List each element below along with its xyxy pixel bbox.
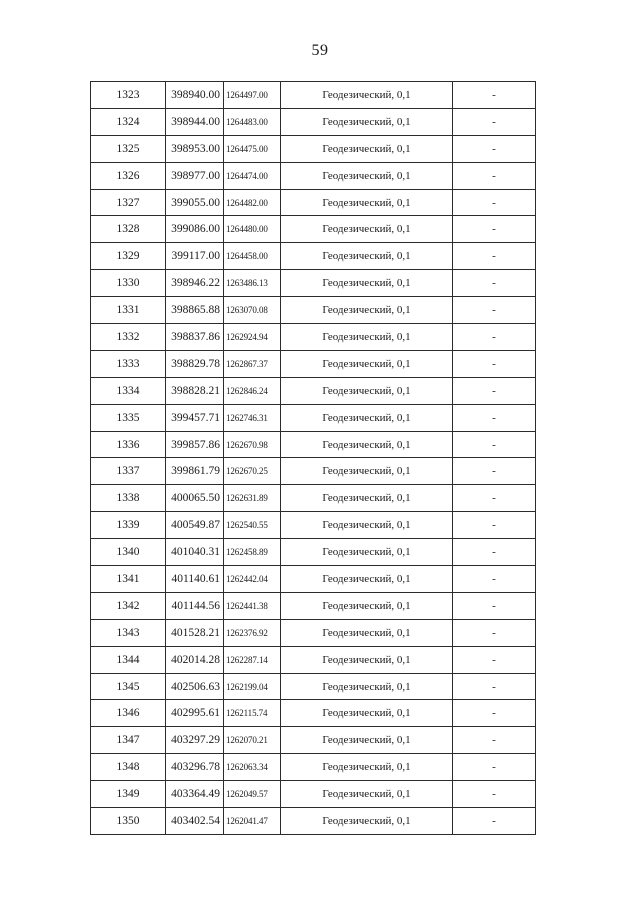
y-coordinate-cell: 1262041.47 — [224, 808, 281, 835]
table-row — [91, 377, 536, 404]
y-coordinate-cell: 1264483.00 — [224, 108, 281, 135]
x-coordinate-cell: 398837.86 — [166, 324, 224, 351]
point-number-cell: 1329 — [91, 243, 166, 270]
method-accuracy-cell: Геодезический, 0,1 — [281, 458, 453, 485]
point-number-cell: 1349 — [91, 781, 166, 808]
x-coordinate-cell: 402506.63 — [166, 673, 224, 700]
y-coordinate-cell: 1262458.89 — [224, 539, 281, 566]
y-coordinate-cell: 1262924.94 — [224, 324, 281, 351]
note-cell: - — [453, 270, 536, 297]
method-accuracy-cell: Геодезический, 0,1 — [281, 82, 453, 109]
method-accuracy-cell: Геодезический, 0,1 — [281, 324, 453, 351]
x-coordinate-cell: 400549.87 — [166, 512, 224, 539]
point-number-cell: 1342 — [91, 592, 166, 619]
note-cell: - — [453, 404, 536, 431]
table-row — [91, 297, 536, 324]
point-number-cell: 1333 — [91, 350, 166, 377]
method-accuracy-cell: Геодезический, 0,1 — [281, 243, 453, 270]
note-cell: - — [453, 324, 536, 351]
table-row — [91, 566, 536, 593]
method-accuracy-cell: Геодезический, 0,1 — [281, 431, 453, 458]
x-coordinate-cell: 398977.00 — [166, 162, 224, 189]
method-accuracy-cell: Геодезический, 0,1 — [281, 700, 453, 727]
y-coordinate-cell: 1262631.89 — [224, 485, 281, 512]
method-accuracy-cell: Геодезический, 0,1 — [281, 512, 453, 539]
note-cell: - — [453, 377, 536, 404]
point-number-cell: 1326 — [91, 162, 166, 189]
method-accuracy-cell: Геодезический, 0,1 — [281, 135, 453, 162]
y-coordinate-cell: 1262070.21 — [224, 727, 281, 754]
table-row — [91, 270, 536, 297]
point-number-cell: 1332 — [91, 324, 166, 351]
note-cell: - — [453, 592, 536, 619]
y-coordinate-cell: 1264497.00 — [224, 82, 281, 109]
method-accuracy-cell: Геодезический, 0,1 — [281, 646, 453, 673]
point-number-cell: 1328 — [91, 216, 166, 243]
method-accuracy-cell: Геодезический, 0,1 — [281, 297, 453, 324]
note-cell: - — [453, 216, 536, 243]
point-number-cell: 1340 — [91, 539, 166, 566]
point-number-cell: 1344 — [91, 646, 166, 673]
note-cell: - — [453, 673, 536, 700]
method-accuracy-cell: Геодезический, 0,1 — [281, 619, 453, 646]
method-accuracy-cell: Геодезический, 0,1 — [281, 808, 453, 835]
x-coordinate-cell: 399117.00 — [166, 243, 224, 270]
table-row — [91, 700, 536, 727]
note-cell: - — [453, 350, 536, 377]
method-accuracy-cell: Геодезический, 0,1 — [281, 592, 453, 619]
x-coordinate-cell: 402014.28 — [166, 646, 224, 673]
method-accuracy-cell: Геодезический, 0,1 — [281, 162, 453, 189]
y-coordinate-cell: 1264482.00 — [224, 189, 281, 216]
x-coordinate-cell: 403364.49 — [166, 781, 224, 808]
y-coordinate-cell: 1262287.14 — [224, 646, 281, 673]
y-coordinate-cell: 1262199.04 — [224, 673, 281, 700]
x-coordinate-cell: 398828.21 — [166, 377, 224, 404]
x-coordinate-cell: 403402.54 — [166, 808, 224, 835]
point-number-cell: 1334 — [91, 377, 166, 404]
note-cell: - — [453, 646, 536, 673]
table-row — [91, 619, 536, 646]
table-row — [91, 350, 536, 377]
x-coordinate-cell: 398940.00 — [166, 82, 224, 109]
point-number-cell: 1327 — [91, 189, 166, 216]
note-cell: - — [453, 781, 536, 808]
y-coordinate-cell: 1262670.25 — [224, 458, 281, 485]
table-row — [91, 592, 536, 619]
note-cell: - — [453, 619, 536, 646]
note-cell: - — [453, 135, 536, 162]
point-number-cell: 1336 — [91, 431, 166, 458]
y-coordinate-cell: 1264458.00 — [224, 243, 281, 270]
y-coordinate-cell: 1262540.55 — [224, 512, 281, 539]
x-coordinate-cell: 399457.71 — [166, 404, 224, 431]
y-coordinate-cell: 1262049.57 — [224, 781, 281, 808]
point-number-cell: 1350 — [91, 808, 166, 835]
table-row — [91, 808, 536, 835]
y-coordinate-cell: 1262670.98 — [224, 431, 281, 458]
x-coordinate-cell: 399055.00 — [166, 189, 224, 216]
y-coordinate-cell: 1262441.38 — [224, 592, 281, 619]
note-cell: - — [453, 458, 536, 485]
coordinates-table-body — [91, 82, 536, 835]
method-accuracy-cell: Геодезический, 0,1 — [281, 270, 453, 297]
method-accuracy-cell: Геодезический, 0,1 — [281, 485, 453, 512]
note-cell: - — [453, 485, 536, 512]
note-cell: - — [453, 727, 536, 754]
point-number-cell: 1337 — [91, 458, 166, 485]
table-row — [91, 243, 536, 270]
x-coordinate-cell: 399861.79 — [166, 458, 224, 485]
point-number-cell: 1325 — [91, 135, 166, 162]
method-accuracy-cell: Геодезический, 0,1 — [281, 108, 453, 135]
note-cell: - — [453, 297, 536, 324]
y-coordinate-cell: 1263486.13 — [224, 270, 281, 297]
point-number-cell: 1345 — [91, 673, 166, 700]
x-coordinate-cell: 398829.78 — [166, 350, 224, 377]
x-coordinate-cell: 403296.78 — [166, 754, 224, 781]
x-coordinate-cell: 401144.56 — [166, 592, 224, 619]
table-row — [91, 404, 536, 431]
table-row — [91, 485, 536, 512]
x-coordinate-cell: 399086.00 — [166, 216, 224, 243]
point-number-cell: 1335 — [91, 404, 166, 431]
method-accuracy-cell: Геодезический, 0,1 — [281, 673, 453, 700]
table-row — [91, 162, 536, 189]
table-row — [91, 135, 536, 162]
note-cell: - — [453, 512, 536, 539]
table-row — [91, 539, 536, 566]
note-cell: - — [453, 189, 536, 216]
note-cell: - — [453, 162, 536, 189]
table-row — [91, 431, 536, 458]
x-coordinate-cell: 403297.29 — [166, 727, 224, 754]
x-coordinate-cell: 398865.88 — [166, 297, 224, 324]
method-accuracy-cell: Геодезический, 0,1 — [281, 377, 453, 404]
x-coordinate-cell: 398953.00 — [166, 135, 224, 162]
note-cell: - — [453, 539, 536, 566]
table-row — [91, 512, 536, 539]
point-number-cell: 1346 — [91, 700, 166, 727]
method-accuracy-cell: Геодезический, 0,1 — [281, 350, 453, 377]
note-cell: - — [453, 700, 536, 727]
x-coordinate-cell: 402995.61 — [166, 700, 224, 727]
point-number-cell: 1324 — [91, 108, 166, 135]
x-coordinate-cell: 400065.50 — [166, 485, 224, 512]
point-number-cell: 1338 — [91, 485, 166, 512]
point-number-cell: 1341 — [91, 566, 166, 593]
table-row — [91, 646, 536, 673]
method-accuracy-cell: Геодезический, 0,1 — [281, 404, 453, 431]
method-accuracy-cell: Геодезический, 0,1 — [281, 189, 453, 216]
note-cell: - — [453, 566, 536, 593]
x-coordinate-cell: 398946.22 — [166, 270, 224, 297]
x-coordinate-cell: 399857.86 — [166, 431, 224, 458]
note-cell: - — [453, 243, 536, 270]
note-cell: - — [453, 808, 536, 835]
y-coordinate-cell: 1262063.34 — [224, 754, 281, 781]
point-number-cell: 1323 — [91, 82, 166, 109]
method-accuracy-cell: Геодезический, 0,1 — [281, 539, 453, 566]
point-number-cell: 1339 — [91, 512, 166, 539]
table-row — [91, 727, 536, 754]
y-coordinate-cell: 1262846.24 — [224, 377, 281, 404]
point-number-cell: 1331 — [91, 297, 166, 324]
x-coordinate-cell: 401528.21 — [166, 619, 224, 646]
y-coordinate-cell: 1264474.00 — [224, 162, 281, 189]
y-coordinate-cell: 1263070.08 — [224, 297, 281, 324]
method-accuracy-cell: Геодезический, 0,1 — [281, 781, 453, 808]
y-coordinate-cell: 1264475.00 — [224, 135, 281, 162]
y-coordinate-cell: 1262376.92 — [224, 619, 281, 646]
note-cell: - — [453, 82, 536, 109]
y-coordinate-cell: 1262442.04 — [224, 566, 281, 593]
point-number-cell: 1348 — [91, 754, 166, 781]
table-row — [91, 781, 536, 808]
table-row — [91, 108, 536, 135]
method-accuracy-cell: Геодезический, 0,1 — [281, 566, 453, 593]
y-coordinate-cell: 1264480.00 — [224, 216, 281, 243]
table-row — [91, 189, 536, 216]
coordinates-table — [90, 81, 536, 835]
note-cell: - — [453, 754, 536, 781]
x-coordinate-cell: 401140.61 — [166, 566, 224, 593]
table-row — [91, 82, 536, 109]
table-row — [91, 754, 536, 781]
method-accuracy-cell: Геодезический, 0,1 — [281, 216, 453, 243]
point-number-cell: 1347 — [91, 727, 166, 754]
page-number: 59 — [311, 42, 329, 59]
note-cell: - — [453, 431, 536, 458]
table-row — [91, 216, 536, 243]
table-row — [91, 673, 536, 700]
x-coordinate-cell: 398944.00 — [166, 108, 224, 135]
x-coordinate-cell: 401040.31 — [166, 539, 224, 566]
note-cell: - — [453, 108, 536, 135]
y-coordinate-cell: 1262867.37 — [224, 350, 281, 377]
method-accuracy-cell: Геодезический, 0,1 — [281, 754, 453, 781]
point-number-cell: 1343 — [91, 619, 166, 646]
table-row — [91, 458, 536, 485]
point-number-cell: 1330 — [91, 270, 166, 297]
y-coordinate-cell: 1262746.31 — [224, 404, 281, 431]
table-row — [91, 324, 536, 351]
method-accuracy-cell: Геодезический, 0,1 — [281, 727, 453, 754]
y-coordinate-cell: 1262115.74 — [224, 700, 281, 727]
